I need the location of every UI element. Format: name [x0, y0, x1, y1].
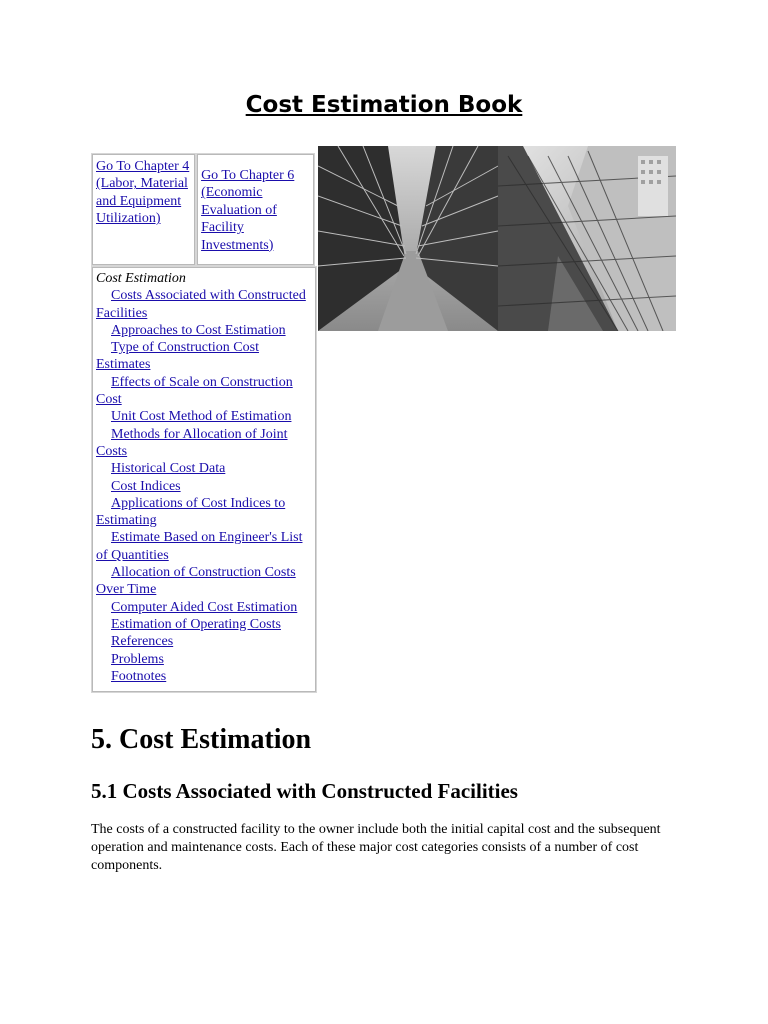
next-chapter-cell — [197, 154, 314, 265]
toc-link[interactable]: Type of Construction Cost Estimates — [96, 340, 259, 373]
chapter-heading: 5. Cost Estimation — [91, 724, 312, 755]
prev-chapter-cell — [92, 154, 195, 265]
toc-link[interactable]: Historical Cost Data — [111, 461, 226, 477]
toc-link[interactable]: Methods for Allocation of Joint Costs — [96, 426, 288, 459]
toc-link[interactable]: Cost Indices — [111, 478, 181, 494]
next-chapter-link[interactable]: Go To Chapter 6 (Economic Evaluation of Facility Investments) — [201, 168, 295, 253]
toc-link[interactable]: Problems — [111, 651, 164, 667]
toc-link[interactable]: Allocation of Construction Costs Over Time — [96, 565, 296, 598]
toc-link[interactable]: References — [111, 634, 174, 650]
section-heading: 5.1 Costs Associated with Constructed Facilities — [91, 779, 518, 803]
toc-link[interactable]: Computer Aided Cost Estimation — [111, 599, 298, 615]
page-title: Cost Estimation Book — [245, 92, 523, 118]
toc-link[interactable]: Estimation of Operating Costs — [111, 616, 281, 632]
chapter-navigation-table — [90, 152, 314, 692]
toc-link[interactable]: Unit Cost Method of Estimation — [111, 409, 292, 425]
toc-link[interactable]: Costs Associated with Constructed Facilities — [96, 288, 306, 321]
prev-chapter-link[interactable]: Go To Chapter 4 (Labor, Material and Equipment Utilization) — [96, 159, 190, 227]
body-paragraph: The costs of a constructed facility to the owner include both the initial capital cost and the subsequent operation and maintenance costs. Each of these major cost categories consists of a number of cost components. — [91, 822, 661, 873]
toc-link[interactable]: Effects of Scale on Construction Cost — [96, 374, 293, 408]
construction-photo-graphic — [318, 146, 676, 331]
toc-link[interactable]: Approaches to Cost Estimation — [111, 322, 286, 338]
toc-link[interactable]: Applications of Cost Indices to Estimating — [96, 495, 286, 529]
table-of-contents — [92, 267, 316, 692]
toc-link[interactable]: Footnotes — [111, 668, 167, 684]
chapter-links-row — [90, 152, 314, 265]
toc-link[interactable]: Estimate Based on Engineer's List of Quantities — [96, 530, 303, 563]
construction-photo — [318, 146, 676, 331]
toc-heading: Cost Estimation — [96, 271, 186, 286]
